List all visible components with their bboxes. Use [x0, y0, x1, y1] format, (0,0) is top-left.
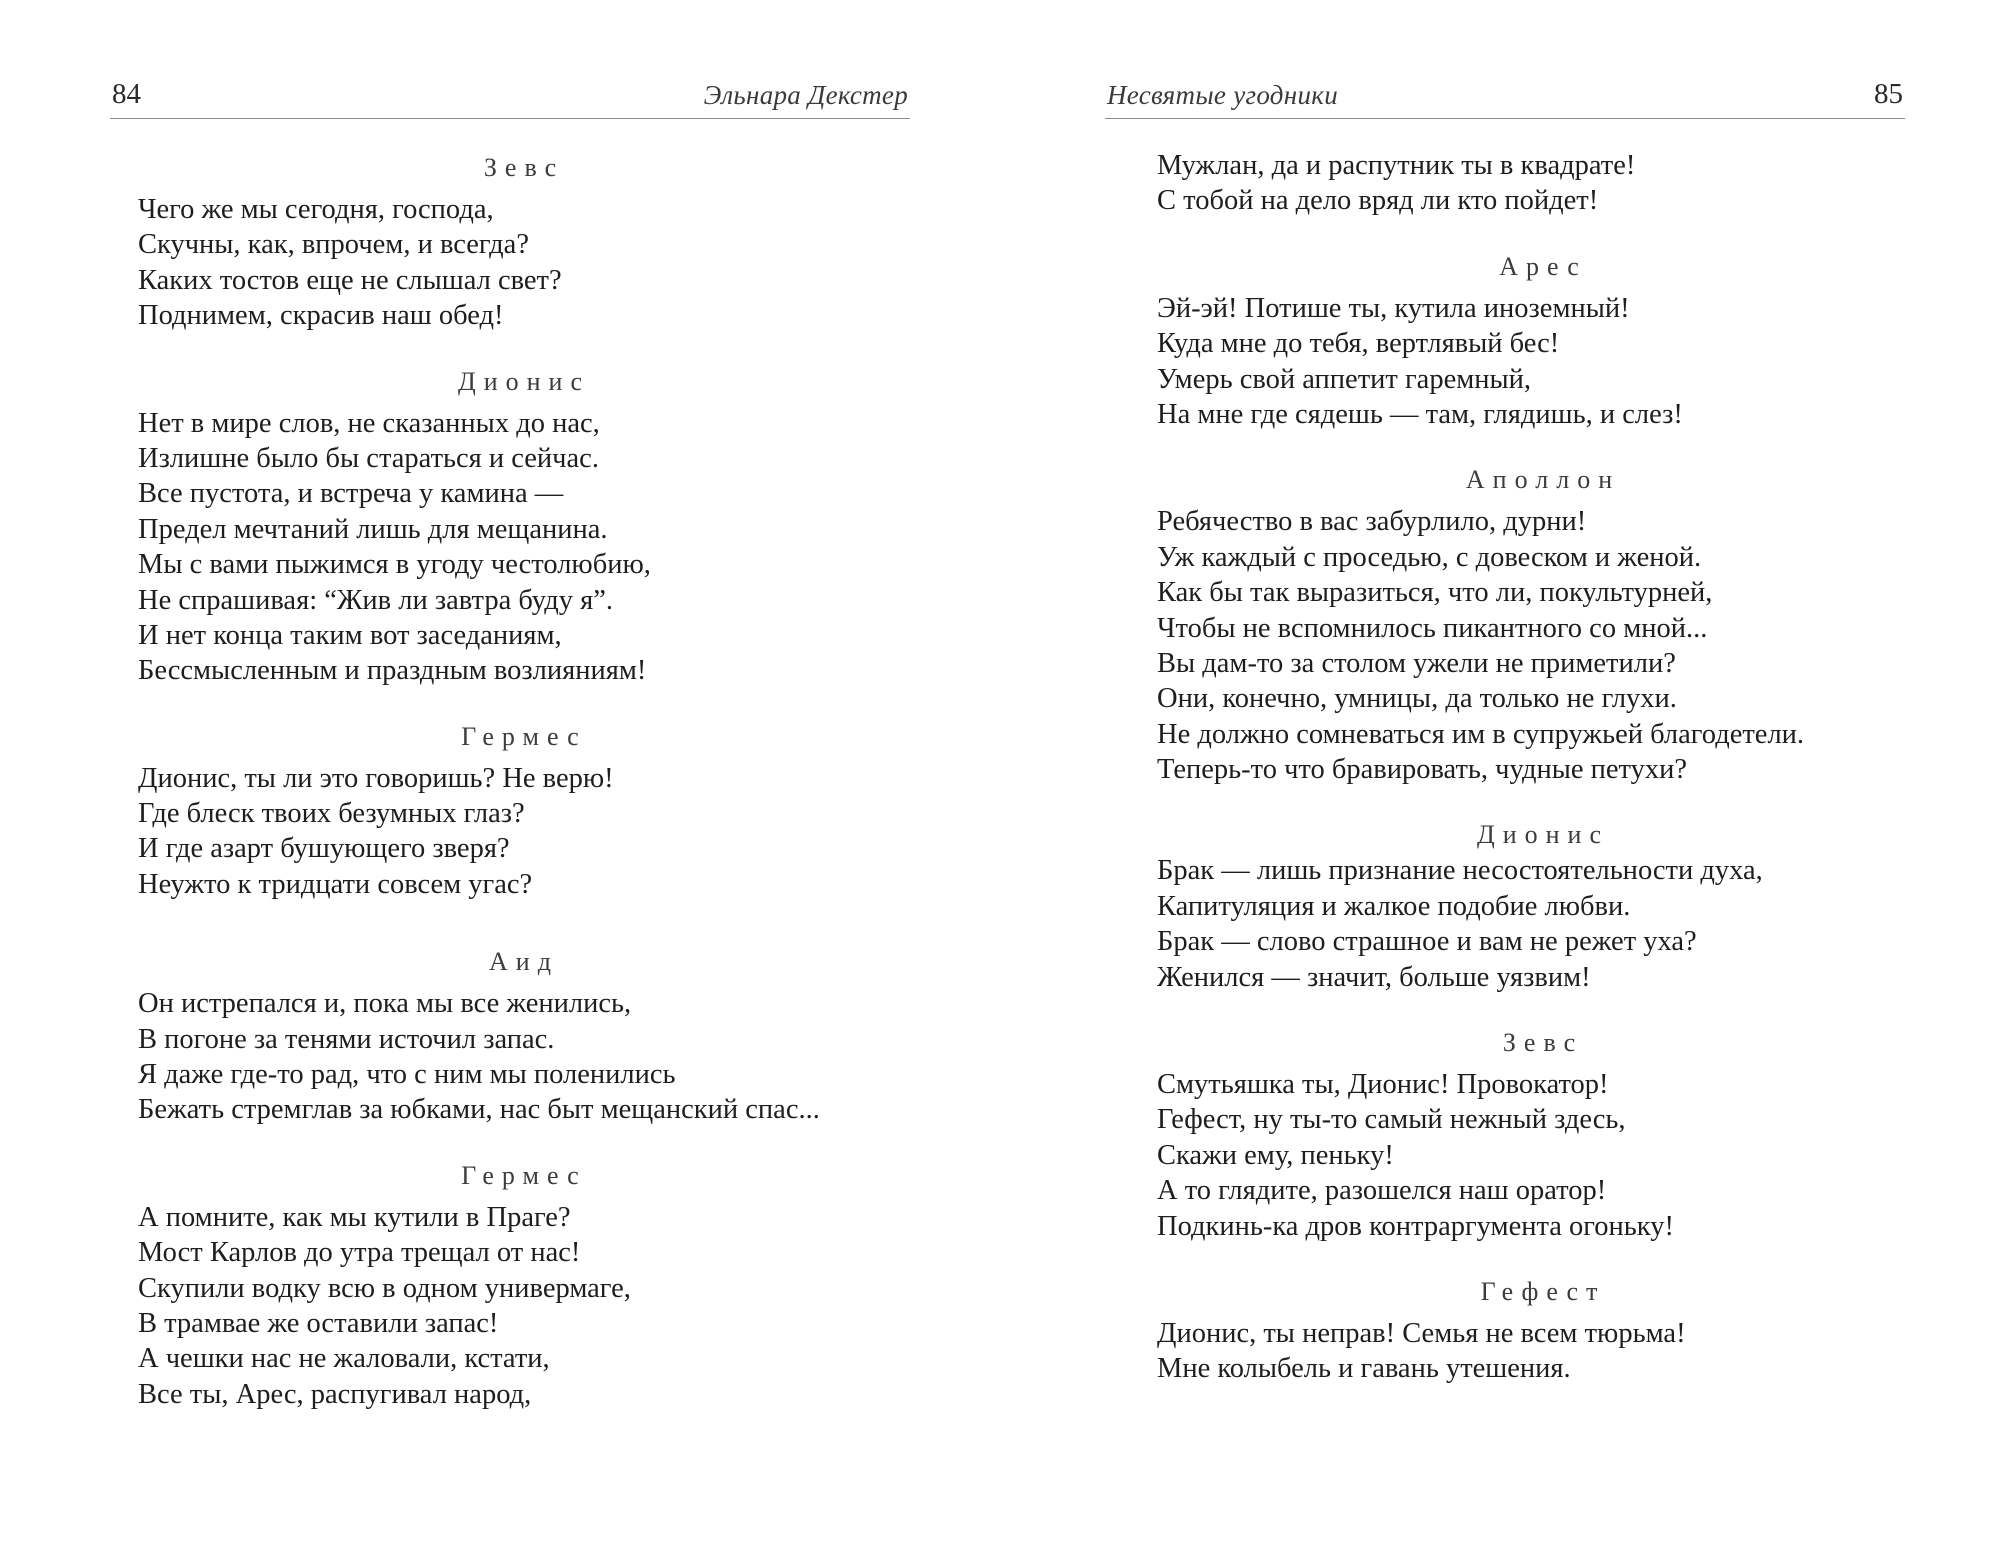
stanza [138, 192, 910, 334]
verse-line: Смутьяшка ты, Дионис! Провокатор! [1157, 1069, 1609, 1101]
verse-line: И нет конца таким вот заседаниям, [138, 619, 562, 651]
verse-line: Бессмысленным и праздным возлияниям! [138, 655, 647, 687]
speaker-name: Гермес [461, 721, 587, 751]
page-number: 84 [112, 78, 141, 110]
verse-line: Подкинь-ка дров контраргумента огоньку! [1157, 1210, 1674, 1242]
left-text-block [138, 150, 910, 1412]
stanza-continuation [1157, 148, 1929, 219]
speaker-name: Дионис [457, 366, 591, 396]
verse-line: Чтобы не вспомнилось пикантного со мной... [1157, 612, 1708, 644]
speaker-name: Аполлон [1465, 465, 1621, 495]
stanza [1157, 291, 1929, 433]
right-running-head [1105, 72, 1905, 119]
verse-line: На мне где сядешь — там, глядишь, и слез! [1157, 398, 1683, 430]
left-page [110, 0, 910, 1548]
verse-line: В трамвае же оставили запас! [138, 1307, 499, 1339]
verse-line: А чешки нас не жаловали, кстати, [138, 1343, 550, 1375]
verse-line: А то глядите, разошелся наш оратор! [1157, 1175, 1607, 1207]
verse-line: Скучны, как, впрочем, и всегда? [138, 229, 529, 261]
stanza [138, 986, 910, 1128]
speaker-name: Зевс [483, 153, 565, 182]
verse-line: Дионис, ты ли это говоришь? Не верю! [138, 762, 614, 794]
verse-line: А помните, как мы кутили в Праге? [138, 1201, 571, 1233]
verse-line: Брак — слово страшное и вам не режет уха? [1157, 926, 1697, 958]
stanza [138, 1200, 910, 1412]
verse-line: Где блеск твоих безумных глаз? [138, 798, 525, 830]
speaker-name: Аид [489, 947, 559, 977]
verse-line: И где азарт бушующего зверя? [138, 833, 510, 865]
speaker-name: Гефест [1480, 1276, 1606, 1306]
verse-line: Мы с вами пыжимся в угоду честолюбию, [138, 549, 651, 581]
verse-line: Мост Карлов до утра трещал от нас! [138, 1237, 581, 1269]
verse-line: Каких тостов еще не слышал свет? [138, 264, 562, 296]
verse-line: С тобой на дело вряд ли кто пойдет! [1157, 185, 1599, 217]
running-title: Эльнара Декстер [703, 80, 908, 110]
verse-line: Они, конечно, умницы, да только не глухи. [1157, 683, 1677, 715]
verse-line: Брак — лишь признание несостоятельности духа, [1157, 855, 1763, 887]
verse-line: Гефест, ну ты-то самый нежный здесь, [1157, 1104, 1626, 1136]
verse-line: Излишне было бы стараться и сейчас. [138, 442, 599, 474]
verse-line: Мужлан, да и распутник ты в квадрате! [1157, 150, 1636, 181]
verse-line: Уж каждый с проседью, с довеском и женой. [1157, 541, 1702, 573]
left-running-head [110, 72, 910, 119]
verse-line: Все пустота, и встреча у камина — [138, 478, 564, 510]
verse-line: Чего же мы сегодня, господа, [138, 194, 494, 225]
verse-line: Нет в мире слов, не сказанных до нас, [138, 407, 600, 439]
right-page [1105, 0, 1905, 1548]
verse-line: Предел мечтаний лишь для мещанина. [138, 513, 608, 545]
verse-line: Я даже где-то рад, что с ним мы поленились [138, 1059, 676, 1091]
verse-line: В погоне за тенями источил запас. [138, 1023, 555, 1055]
verse-line: Дионис, ты неправ! Семья не всем тюрьма! [1157, 1317, 1686, 1349]
verse-line: Теперь-то что бравировать, чудные петухи? [1157, 754, 1688, 786]
verse-line: Женился — значит, больше уязвим! [1157, 961, 1591, 993]
verse-line: Как бы так выразиться, что ли, покультурней, [1157, 577, 1713, 609]
verse-line: Мне колыбель и гавань утешения. [1157, 1353, 1571, 1385]
stanza [1157, 504, 1929, 787]
verse-line: Неужто к тридцати совсем угас? [138, 868, 533, 900]
verse-line: Скупили водку всю в одном универмаге, [138, 1272, 631, 1304]
speaker-name: Арес [1499, 251, 1587, 281]
speaker-name: Дионис [1476, 820, 1610, 850]
verse-line: Эй-эй! Потише ты, кутила иноземный! [1157, 292, 1630, 324]
page-number: 85 [1874, 78, 1903, 110]
verse-line: Ребячество в вас забурлило, дурни! [1157, 506, 1587, 538]
verse-line: Поднимем, скрасив наш обед! [138, 300, 504, 332]
right-text-block [1157, 148, 1929, 1387]
verse-line: Все ты, Арес, распугивал народ, [138, 1378, 532, 1410]
verse-line: Куда мне до тебя, вертлявый бес! [1157, 328, 1560, 360]
verse-line: Вы дам-то за столом ужели не приметили? [1157, 647, 1676, 679]
speaker-name: Зевс [1502, 1028, 1584, 1058]
running-title: Несвятые угодники [1107, 80, 1338, 110]
stanza [138, 406, 910, 689]
stanza [1157, 853, 1929, 995]
verse-line: Не должно сомневаться им в супружьей благодетели. [1157, 718, 1805, 750]
speaker-name: Гермес [461, 1160, 587, 1190]
verse-line: Бежать стремглав за юбками, нас быт мещанский спас... [138, 1094, 820, 1126]
verse-line: Не спрашивая: “Жив ли завтра буду я”. [138, 584, 613, 616]
verse-line: Он истрепался и, пока мы все женились, [138, 988, 632, 1020]
verse-line: Скажи ему, пеньку! [1157, 1139, 1394, 1171]
stanza [138, 761, 910, 903]
verse-line: Капитуляция и жалкое подобие любви. [1157, 890, 1631, 922]
verse-line: Умерь свой аппетит гаремный, [1157, 363, 1532, 395]
stanza [1157, 1316, 1929, 1387]
stanza [1157, 1067, 1929, 1244]
